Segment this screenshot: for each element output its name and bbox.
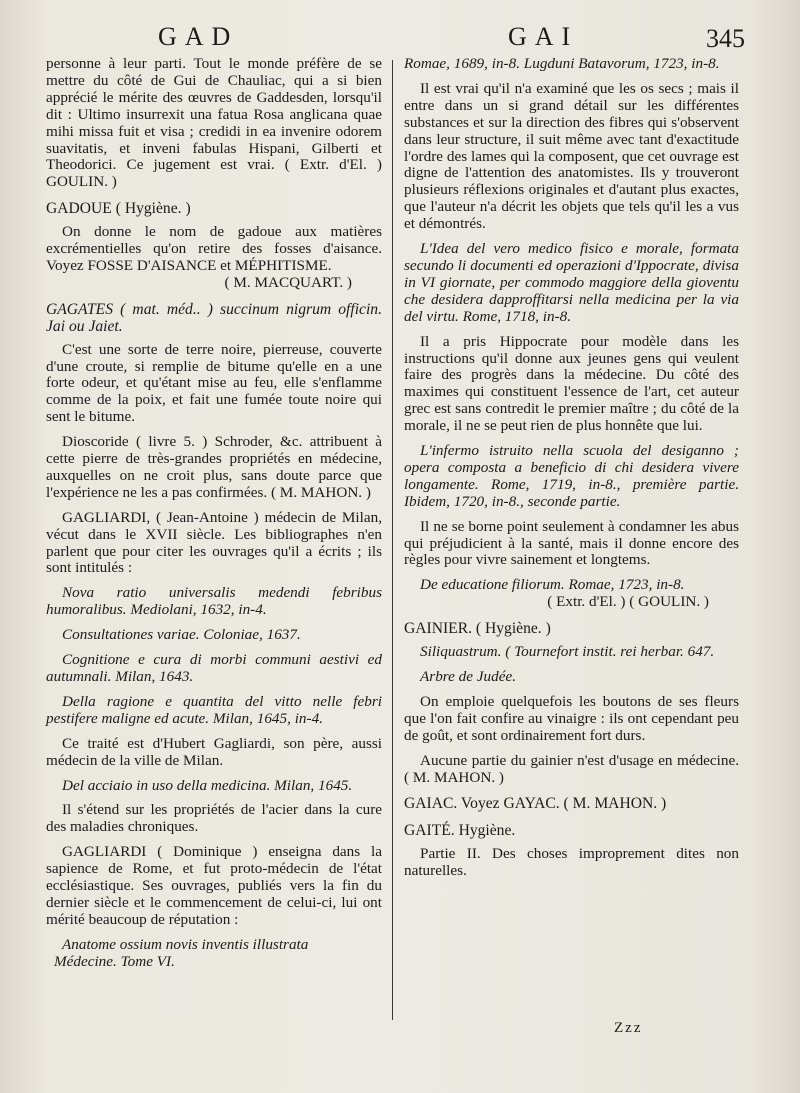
paragraph: C'est une sorte de terre noire, pierreuse, couverte d'une croute, si remplie de bitume qu'elle en a une forte odeur, et qu'étant mise au feu, elle s'enflamme comme de la poix, et fait une fumée toute noire qui sent le bitume. [46,340,382,426]
work-title: De educatione filiorum. Romae, 1723, in-8. [420,576,685,594]
entry-heading-gainier: GAINIER. ( Hygiène. ) [404,620,551,638]
entry-heading-gaiac: GAIAC. Voyez GAYAC. ( M. MAHON. ) [404,795,667,813]
work-title: Cognitione e cura di morbi communi aestivi ed autumnali. Milan, 1643. [46,651,382,685]
paragraph: Il a pris Hippocrate pour modèle dans les instructions qu'il donne aux jeunes gens qui veulent faire des progrès dans la médecine. Du côté des maximes qui constituent l'essence de l'art, cet auteur grec est sans contredit le premier maître ; du côté de la morale, il ne se peut rien de plus honnête que lui. [404,332,739,435]
work-title: Della ragione e quantita del vitto nelle febri pestifere maligne ed acute. Milan, 1645, in-4. [46,692,382,727]
paragraph: personne à leur parti. Tout le monde préfère de se mettre du côté de Gui de Chauliac, qui a si bien apprécié le mérite des œuvres de Gaddesden, lorsqu'il dit : Ultimo insurrexit una fatua Rosa anglicana quae mihi missa fuit et visa ; credidi in ea invenire odorem suavitatis, et inveni fabulas Hispani, Gilberti et Theodorici. Ce jugement est vrai. ( Extr. d'El. ) GOULIN. ) [46,55,382,191]
right-column [404,56,739,888]
header-right-word: GAI [508,22,579,51]
work-title: Del acciaio in uso della medicina. Milan, 1645. [62,776,353,794]
author-signature: ( Extr. d'El. ) ( GOULIN. ) [547,593,709,611]
column-divider [392,60,393,1020]
paragraph: Partie II. Des choses improprement dites non naturelles. [404,845,739,880]
work-title: Consultationes variae. Coloniae, 1637. [62,626,301,644]
entry-gagliardi-jean-antoine: GAGLIARDI, ( Jean-Antoine ) médecin de Milan, vécut dans le XVII siècle. Les bibliographes n'en parlent que pour citer les ouvrages qu'il a écrits ; ils sont intitulés : [46,508,382,577]
paragraph: Aucune partie du gainier n'est d'usage en médecine. ( M. MAHON. ) [404,751,739,786]
work-title: L'Idea del vero medico fisico e morale, formata secundo li documenti ed operazioni d'Ippocrate, divisa in VI giornate, per commodo maggiore della gioventu che desidera dapproffitarsi nella medicina per la via del virtu. Rome, 1718, in-8. [404,240,739,325]
work-title: Romae, 1689, in-8. Lugduni Batavorum, 1723, in-8. [404,55,720,72]
volume-footer: Médecine. Tome VI. [54,952,175,970]
paragraph: Il est vrai qu'il n'a examiné que les os secs ; mais il entre dans un si grand détail sur les différentes substances et sur la direction des fibres qui s'observent dans leur structure, il suit même avec tant d'exactitude l'ordre des lames qui la composent, que cet ouvrage est digne de l'attention des anatomistes. Ils y trouveront plusieurs réflexions originales et d'autant plus exactes, que l'auteur n'a décrit les objets que tels qu'il les a vus et démontrés. [404,79,739,233]
paragraph: Siliquastrum. ( Tournefort instit. rei herbar. 647. [420,643,715,661]
entry-heading-gaite: GAITÉ. Hygiène. [404,822,516,840]
author-signature: ( M. MACQUART. ) [224,273,352,291]
header-left-word: GAD [158,22,239,51]
left-column [46,56,382,979]
entry-heading-gagates: GAGATES ( mat. méd.. ) succinum nigrum officin. Jai ou Jaiet. [46,300,382,335]
work-title: L'infermo istruito nella scuola del desiganno ; opera composta a beneficio di chi desidera vivere longamente. Rome, 1719, in-8., première partie. Ibidem, 1720, in-8., seconde partie. [404,442,739,510]
paragraph: On donne le nom de gadoue aux matières excrémentielles qu'on retire des fosses d'aisance. Voyez FOSSE D'AISANCE et MÉPHITISME. [46,223,382,274]
paragraph: Dioscoride ( livre 5. ) Schroder, &c. attribuent à cette pierre de très-grandes propriétés en médecine, auxquelles on ne croit plus, sans doute parce que l'expérience ne les a pas confirmées. ( M. MAHON. ) [46,433,382,501]
work-title: Nova ratio universalis medendi febribus humoralibus. Mediolani, 1632, in-4. [46,584,382,619]
paragraph: On emploie quelquefois les boutons de ses fleurs que l'on fait confire au vinaigre : ils ont cependant peu de goût, et sont ordinairement fort durs. [404,692,739,744]
paragraph: Arbre de Judée. [420,668,517,685]
entry-gagliardi-dominique: GAGLIARDI ( Dominique ) enseigna dans la sapience de Rome, et fut proto-médecin de l'état ecclésiastique. Ses ouvrages, publiés vers la fin du dernier siècle et le commencement de celui-ci, lui ont mérité beaucoup de réputation : [46,843,382,928]
running-header [0,22,800,56]
paragraph: Il s'étend sur les propriétés de l'acier dans la cure des maladies chroniques. [46,801,382,836]
page-number: 345 [706,24,745,53]
work-title: Anatome ossium novis inventis illustrata [62,935,309,953]
entry-heading-gadoue: GADOUE ( Hygiène. ) [46,200,191,218]
paragraph: Il ne se borne point seulement à condamner les abus qui préjudicient à la santé, mais il donne encore des règles pour vivre sainement et longtems. [404,517,739,569]
printer-signature-mark: Zzz [614,1020,643,1036]
paragraph: Ce traité est d'Hubert Gagliardi, son père, aussi médecin de la ville de Milan. [46,734,382,769]
